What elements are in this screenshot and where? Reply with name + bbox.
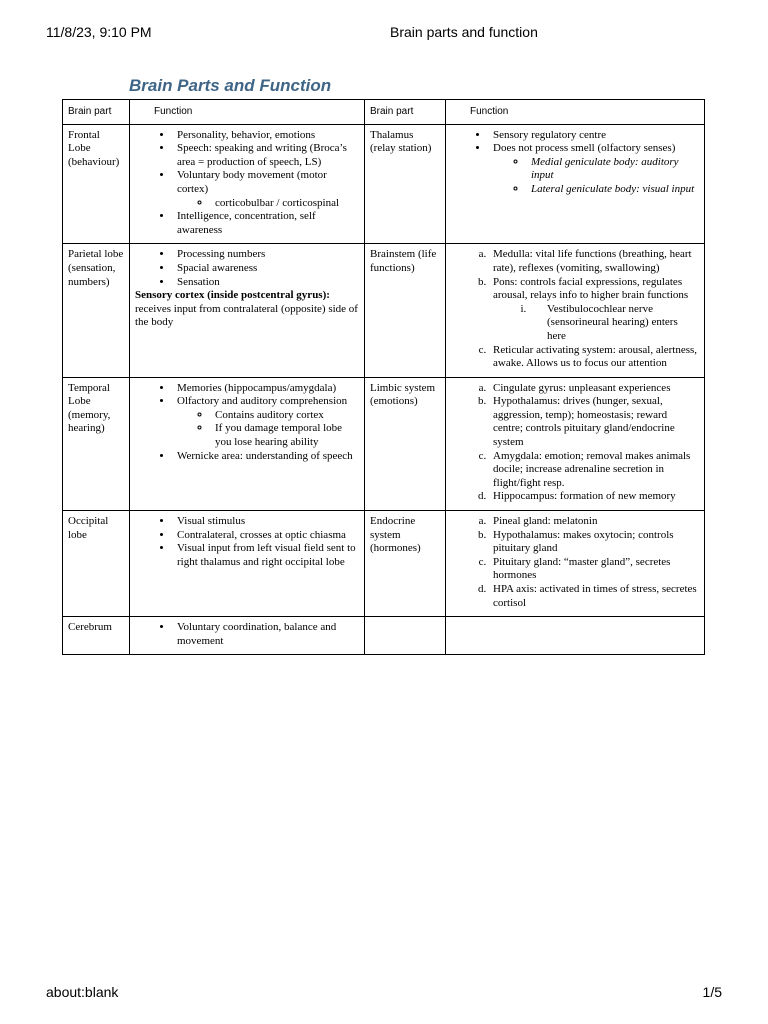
list-item: • Intelligence, concentration, self awareness xyxy=(173,210,358,237)
print-title: Brain parts and function xyxy=(390,24,538,40)
list-item: • Voluntary coordination, balance and movement xyxy=(173,621,358,648)
table-row xyxy=(63,617,705,655)
list-item-text: Pons: controls facial expressions, regulates arousal, relays info to higher brain functions xyxy=(493,275,689,302)
sub-list-item: ◦ Contains auditory cortex xyxy=(211,409,358,423)
print-datetime: 11/8/23, 9:10 PM xyxy=(46,24,152,40)
list-item: a. Medulla: vital life functions (breathing, heart rate), reflexes (vomiting, swallowing) xyxy=(489,248,698,275)
function-brainstem xyxy=(446,244,705,377)
list-item-text: Does not process smell (olfactory senses) xyxy=(493,142,676,155)
part-frontal: Frontal Lobe (behaviour) xyxy=(63,124,130,244)
sensory-cortex-note xyxy=(135,289,358,330)
list-item: • Personality, behavior, emotions xyxy=(173,129,358,143)
table-row xyxy=(63,377,705,510)
list-item: c. Amygdala: emotion; removal makes animals docile; increase adrenaline secretion in flight/fight resp. xyxy=(489,450,698,491)
list-item: • Memories (hippocampus/amygdala) xyxy=(173,382,358,396)
sensory-cortex-text: receives input from contralateral (opposite) side of the body xyxy=(135,302,358,329)
empty-cell xyxy=(446,617,705,655)
list-item-text: Voluntary body movement (motor cortex) xyxy=(177,169,327,195)
part-occipital: Occipital lobe xyxy=(63,511,130,617)
list-item: c. Reticular activating system: arousal, alertness, awake. Allows us to focus our attention xyxy=(489,344,698,371)
sub-list-item: ◦ Lateral geniculate body: visual input xyxy=(527,183,698,197)
table-row xyxy=(63,511,705,617)
function-parietal xyxy=(130,244,365,377)
list-item: • Contralateral, crosses at optic chiasma xyxy=(173,529,358,543)
part-temporal: Temporal Lobe (memory, hearing) xyxy=(63,377,130,510)
part-parietal: Parietal lobe (sensation, numbers) xyxy=(63,244,130,377)
list-item: d. Hippocampus: formation of new memory xyxy=(489,490,698,504)
list-item: a. Pineal gland: melatonin xyxy=(489,515,698,529)
header-brain-part-1: Brain part xyxy=(63,100,130,125)
list-item: b. Hypothalamus: drives (hunger, sexual, aggression, temp); homeostasis; reward centre; controls pituitary gland/endocrine system xyxy=(489,395,698,449)
empty-cell xyxy=(365,617,446,655)
table-row xyxy=(63,244,705,377)
header-brain-part-2: Brain part xyxy=(365,100,446,125)
sub-list-item: i. Vestibulocochlear nerve (sensorineural hearing) enters here xyxy=(529,303,698,344)
list-item: • Processing numbers xyxy=(173,248,358,262)
part-limbic: Limbic system (emotions) xyxy=(365,377,446,510)
header-function-1: Function xyxy=(130,100,365,125)
part-thalamus: Thalamus (relay station) xyxy=(365,124,446,244)
list-item xyxy=(173,169,358,210)
document-title: Brain Parts and Function xyxy=(129,76,332,95)
list-item: b. Hypothalamus: makes oxytocin; controls pituitary gland xyxy=(489,529,698,556)
function-limbic xyxy=(446,377,705,510)
list-item-text: Olfactory and auditory comprehension xyxy=(177,395,348,408)
header-function-2: Function xyxy=(446,100,705,125)
print-header xyxy=(46,24,722,42)
list-item xyxy=(489,276,698,344)
print-url: about:blank xyxy=(46,984,119,1000)
list-item xyxy=(489,142,698,196)
function-occipital xyxy=(130,511,365,617)
list-item: c. Pituitary gland: “master gland”, secretes hormones xyxy=(489,556,698,583)
list-item: • Sensation xyxy=(173,276,358,290)
list-item: • Visual input from left visual field sent to right thalamus and right occipital lobe xyxy=(173,542,358,569)
list-item: d. HPA axis: activated in times of stress, secretes cortisol xyxy=(489,583,698,610)
list-item: a. Cingulate gyrus: unpleasant experiences xyxy=(489,382,698,396)
function-thalamus xyxy=(446,124,705,244)
sub-list-item: ◦ corticobulbar / corticospinal xyxy=(211,197,358,211)
function-temporal xyxy=(130,377,365,510)
print-page-number: 1/5 xyxy=(702,984,722,1000)
print-footer xyxy=(46,984,722,1002)
function-cerebrum xyxy=(130,617,365,655)
sub-list-item: ◦ If you damage temporal lobe you lose hearing ability xyxy=(211,422,358,449)
part-brainstem: Brainstem (life functions) xyxy=(365,244,446,377)
table-header-row xyxy=(63,100,705,125)
part-endocrine: Endocrine system (hormones) xyxy=(365,511,446,617)
brain-parts-table xyxy=(62,99,705,655)
function-frontal xyxy=(130,124,365,244)
list-item xyxy=(173,395,358,449)
list-item: • Spacial awareness xyxy=(173,262,358,276)
table-row xyxy=(63,124,705,244)
list-item: • Sensory regulatory centre xyxy=(489,129,698,143)
list-item: • Visual stimulus xyxy=(173,515,358,529)
list-item: • Wernicke area: understanding of speech xyxy=(173,450,358,464)
part-cerebrum: Cerebrum xyxy=(63,617,130,655)
function-endocrine xyxy=(446,511,705,617)
sub-list-item: ◦ Medial geniculate body: auditory input xyxy=(527,156,698,183)
sensory-cortex-label: Sensory cortex (inside postcentral gyrus): xyxy=(135,289,330,302)
list-item: • Speech: speaking and writing (Broca’s area = production of speech, LS) xyxy=(173,142,358,169)
